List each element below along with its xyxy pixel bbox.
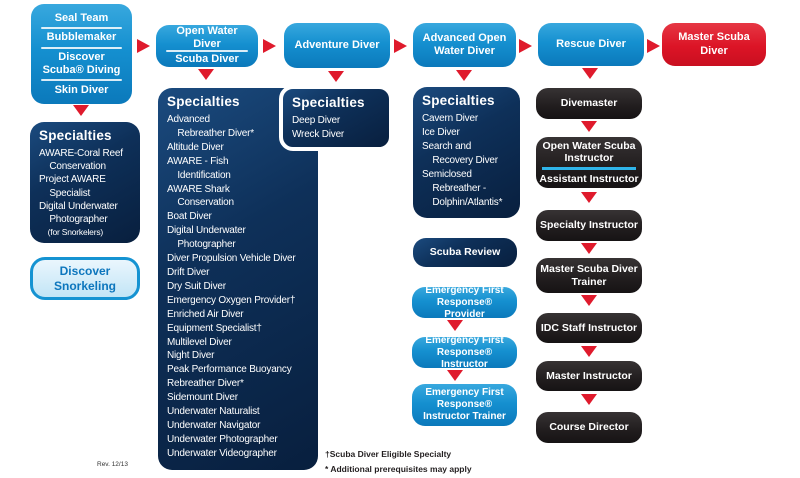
specialty-item: Deep Diver	[292, 115, 341, 126]
adventure-diver-label: Adventure Diver	[294, 38, 380, 51]
arrow-down-icon	[198, 69, 214, 80]
specialty-item: Sidemount Diver	[167, 392, 238, 404]
arrow-down-icon	[73, 105, 89, 116]
open-water-diver-box	[156, 25, 258, 67]
specialty-item: Night Diver	[167, 350, 215, 362]
specialty-item: Identification	[167, 169, 231, 181]
divemaster-box	[536, 88, 642, 119]
efr-instructor-label: Emergency First Response® Instructor	[425, 334, 504, 370]
arrow-down-icon	[582, 68, 598, 79]
master-instructor-label: Master Instructor	[546, 369, 632, 382]
course-director-label: Course Director	[549, 421, 629, 434]
idc-staff-instructor-label: IDC Staff Instructor	[540, 321, 638, 334]
open-water-scuba-instructor-box	[536, 137, 642, 188]
specialty-item: Underwater Photographer	[167, 433, 278, 445]
specialty-item: Ice Diver	[422, 127, 460, 138]
divider	[542, 167, 636, 170]
efr-instructor-trainer-box	[412, 384, 517, 426]
discover-snorkeling-box	[30, 257, 140, 300]
specialty-item: Advanced	[167, 114, 210, 125]
master-scuba-diver-trainer-box	[536, 258, 642, 293]
arrow-down-icon	[456, 70, 472, 81]
arrow-down-icon	[581, 394, 597, 405]
footnote-dagger: †Scuba Diver Eligible Specialty	[325, 449, 452, 459]
open-water-diver-label: Open Water Diver	[176, 25, 238, 50]
specialty-item: Semiclosed	[422, 169, 472, 180]
efr-provider-box	[412, 284, 517, 320]
arrow-down-icon	[328, 71, 344, 82]
adventure-diver-box	[284, 23, 390, 68]
specialties-heading: Specialties	[292, 95, 365, 110]
arrow-down-icon	[447, 370, 463, 381]
aow-specialties-list	[422, 112, 502, 210]
specialty-item: Search and	[422, 141, 472, 152]
specialty-item: Diver Propulsion Vehicle Diver	[167, 253, 296, 265]
specialty-item: Recovery Diver	[422, 155, 498, 166]
arrow-right-icon	[519, 39, 532, 53]
rescue-diver-box	[538, 23, 644, 66]
specialty-item: Digital Underwater	[167, 225, 246, 237]
arrow-right-icon	[263, 39, 276, 53]
specialty-item: Drift Diver	[167, 266, 210, 278]
arrow-down-icon	[447, 320, 463, 331]
entry-row-seal-team: Seal Team	[54, 11, 109, 24]
specialty-item: Conservation	[167, 197, 234, 209]
specialty-instructor-box	[536, 210, 642, 241]
arrow-down-icon	[581, 192, 597, 203]
specialty-item: Cavern Diver	[422, 113, 478, 124]
specialty-item: Rebreather Diver*	[167, 127, 254, 139]
specialty-item: Emergency Oxygen Provider†	[167, 294, 296, 306]
efr-instructor-box	[412, 334, 517, 370]
arrow-down-icon	[581, 346, 597, 357]
snorkeler-specialties-box	[30, 122, 140, 243]
arrow-right-icon	[647, 39, 660, 53]
entry-level-box	[31, 4, 132, 104]
specialty-item: Altitude Diver	[167, 141, 224, 153]
specialty-item: AWARE - Fish	[167, 155, 229, 167]
entry-row-discover-scuba-diving: Discover Scuba® Diving	[42, 51, 121, 76]
open-water-scuba-instructor-label: Open Water Scuba Instructor	[542, 139, 636, 164]
entry-row-bubblemaker: Bubblemaker	[46, 31, 117, 44]
scuba-review-box	[413, 238, 517, 267]
discover-snorkeling-label: Discover Snorkeling	[53, 263, 116, 293]
rescue-diver-label: Rescue Diver	[556, 37, 626, 50]
efr-provider-label: Emergency First Response® Provider	[425, 284, 504, 320]
specialty-item: Enriched Air Diver	[167, 308, 244, 320]
specialty-item: Multilevel Diver	[167, 336, 232, 348]
specialty-item: Photographer	[167, 239, 236, 251]
specialty-item: Rebreather -	[422, 183, 487, 194]
specialty-item: Peak Performance Buoyancy	[167, 364, 292, 376]
arrow-down-icon	[581, 121, 597, 132]
specialties-heading: Specialties	[167, 94, 240, 109]
snorkeler-specialties-list	[39, 147, 123, 239]
arrow-down-icon	[581, 295, 597, 306]
scuba-specialties-list	[167, 113, 296, 461]
efr-instructor-trainer-label: Emergency First Response® Instructor Trainer	[423, 387, 506, 422]
specialty-item: AWARE Shark	[167, 183, 230, 195]
specialty-item: Photographer	[39, 214, 108, 226]
specialty-item: AWARE-Coral Reef	[39, 148, 123, 159]
specialty-item: Equipment Specialist†	[167, 322, 262, 334]
specialty-item: Rebreather Diver*	[167, 378, 244, 390]
specialty-item: Digital Underwater	[39, 200, 118, 212]
assistant-instructor-label: Assistant Instructor	[539, 173, 639, 186]
specialty-item: Project AWARE	[39, 174, 106, 186]
specialty-item: Conservation	[39, 161, 106, 173]
divemaster-label: Divemaster	[560, 97, 618, 110]
advanced-open-water-diver-box	[413, 23, 516, 67]
arrow-right-icon	[394, 39, 407, 53]
master-scuba-diver-trainer-label: Master Scuba Diver Trainer	[540, 263, 638, 288]
revision-label: Rev. 12/13	[97, 461, 128, 468]
arrow-right-icon	[137, 39, 150, 53]
specialty-instructor-label: Specialty Instructor	[539, 219, 639, 232]
adventure-specialties-box	[279, 85, 393, 151]
scuba-review-label: Scuba Review	[429, 246, 501, 259]
adventure-specialties-list	[292, 114, 344, 142]
specialty-item: Underwater Naturalist	[167, 406, 260, 418]
specialty-item: Dolphin/Atlantis*	[422, 197, 503, 208]
footnote-asterisk: * Additional prerequisites may apply	[325, 464, 472, 474]
scuba-diver-label: Scuba Diver	[175, 53, 239, 66]
entry-row-skin-diver: Skin Diver	[54, 83, 109, 96]
master-scuba-diver-box	[662, 23, 766, 66]
specialty-item: Wreck Diver	[292, 129, 345, 140]
arrow-down-icon	[581, 243, 597, 254]
specialties-heading: Specialties	[422, 93, 495, 108]
specialty-item: Dry Suit Diver	[167, 280, 226, 292]
specialty-item: Specialist	[39, 187, 91, 199]
specialty-item: Boat Diver	[167, 211, 212, 223]
master-instructor-box	[536, 361, 642, 391]
specialty-item: Underwater Videographer	[167, 447, 277, 459]
master-scuba-diver-label: Master Scuba Diver	[678, 31, 750, 57]
aow-specialties-box	[413, 87, 520, 218]
specialty-item: Underwater Navigator	[167, 419, 261, 431]
specialty-item: (for Snorkelers)	[39, 227, 104, 238]
specialties-heading: Specialties	[39, 128, 112, 143]
idc-staff-instructor-box	[536, 313, 642, 343]
course-director-box	[536, 412, 642, 443]
advanced-open-water-diver-label: Advanced Open Water Diver	[422, 31, 507, 57]
